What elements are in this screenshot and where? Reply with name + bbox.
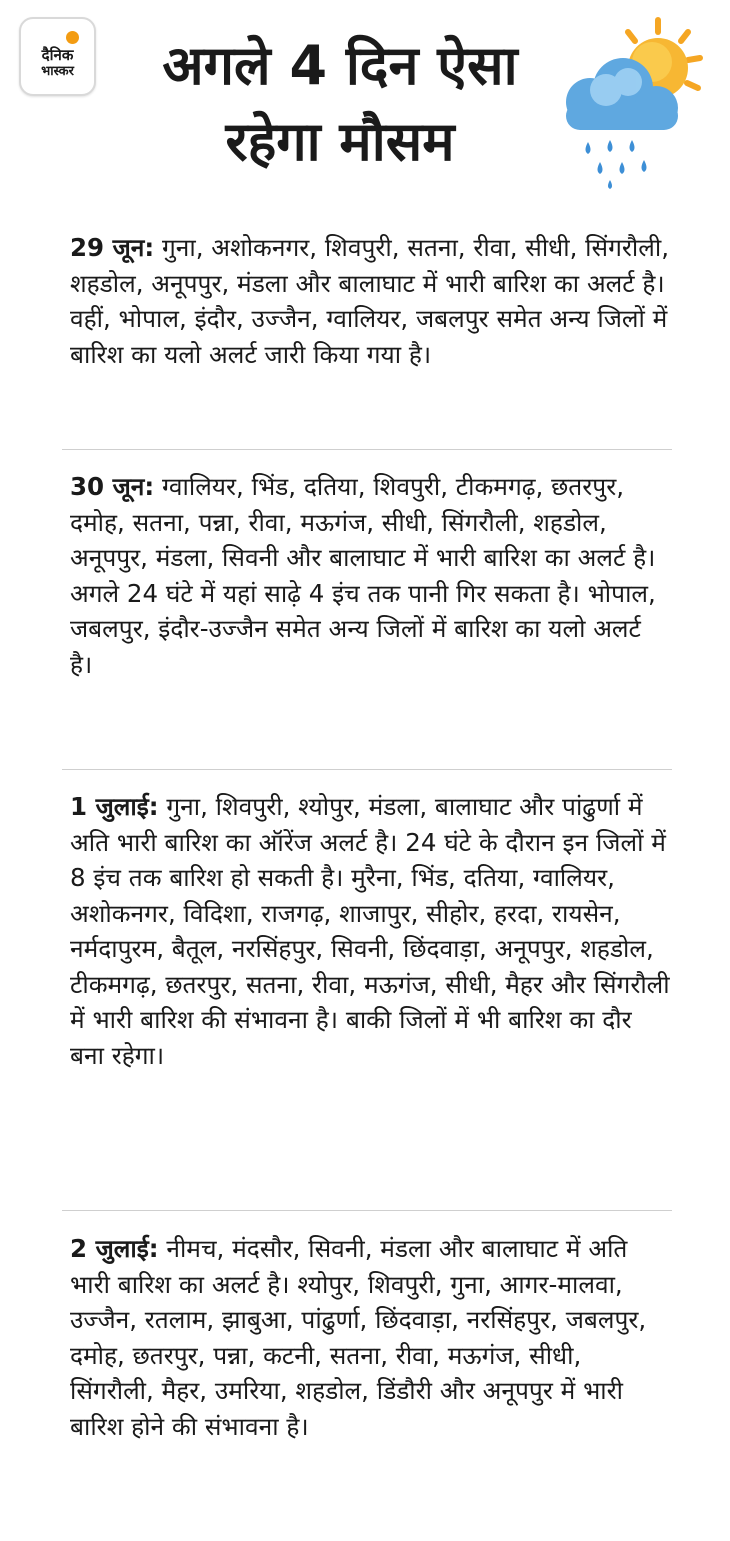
divider [62, 1210, 672, 1211]
divider [62, 769, 672, 770]
logo-text-line2: भास्कर [41, 64, 74, 79]
forecast-text: ग्वालियर, भिंड, दतिया, शिवपुरी, टीकमगढ़, छतरपुर, दमोह, सतना, पन्ना, रीवा, मऊगंज, सीधी, सिंगरौली, शहडोल, अनूपपुर, मंडला, सिवनी और बालाघाट में भारी बारिश का अलर्ट है। अगले 24 घंटे में यहां साढ़े 4 इंच तक पानी गिर सकता है। भोपाल, जबलपुर, इंदौर-उज्जैन समेत अन्य जिलों में बारिश का यलो अलर्ट है। [70, 472, 656, 679]
forecast-item-june-30 [70, 469, 670, 682]
logo-text-line1: दैनिक [41, 46, 74, 64]
divider [62, 449, 672, 450]
forecast-item-june-29 [70, 230, 670, 372]
forecast-item-july-2 [70, 1231, 670, 1444]
logo-sun-dot [66, 31, 79, 44]
forecast-date: 30 जून: [70, 472, 155, 501]
forecast-date: 1 जुलाई: [70, 792, 159, 821]
forecast-text: नीमच, मंदसौर, सिवनी, मंडला और बालाघाट में अति भारी बारिश का अलर्ट है। श्योपुर, शिवपुरी, गुना, आगर-मालवा, उज्जैन, रतलाम, झाबुआ, पांढुर्णा, छिंदवाड़ा, नरसिंहपुर, जबलपुर, दमोह, छतरपुर, पन्ना, कटनी, सतना, रीवा, मऊगंज, सीधी, सिंगरौली, मैहर, उमरिया, शहडोल, डिंडौरी और अनूपपुर में भारी बारिश होने की संभावना है। [70, 1234, 647, 1441]
forecast-date: 29 जून: [70, 233, 155, 262]
dainik-bhaskar-logo [19, 17, 96, 96]
sun-cloud-rain-icon [548, 10, 718, 190]
forecast-text: गुना, शिवपुरी, श्योपुर, मंडला, बालाघाट और पांढुर्णा में अति भारी बारिश का ऑरेंज अलर्ट है। 24 घंटे के दौरान इन जिलों में 8 इंच तक बारिश हो सकती है। मुरैना, भिंड, दतिया, ग्वालियर, अशोकनगर, विदिशा, राजगढ़, शाजापुर, सीहोर, हरदा, रायसेन, नर्मदापुरम, बैतूल, नरसिंहपुर, सिवनी, छिंदवाड़ा, अनूपपुर, शहडोल, टीकमगढ़, छतरपुर, सतना, रीवा, मऊगंज, सीधी, मैहर और सिंगरौली में भारी बारिश की संभावना है। बाकी जिलों में भी बारिश का दौर बना रहेगा। [70, 792, 670, 1070]
forecast-date: 2 जुलाई: [70, 1234, 159, 1263]
forecast-text: गुना, अशोकनगर, शिवपुरी, सतना, रीवा, सीधी, सिंगरौली, शहडोल, अनूपपुर, मंडला और बालाघाट में भारी बारिश का अलर्ट है। वहीं, भोपाल, इंदौर, उज्जैन, ग्वालियर, जबलपुर समेत अन्य जिलों में बारिश का यलो अलर्ट जारी किया गया है। [70, 233, 669, 369]
forecast-item-july-1 [70, 789, 670, 1073]
page-title: अगले 4 दिन ऐसा रहेगा मौसम [162, 34, 518, 173]
